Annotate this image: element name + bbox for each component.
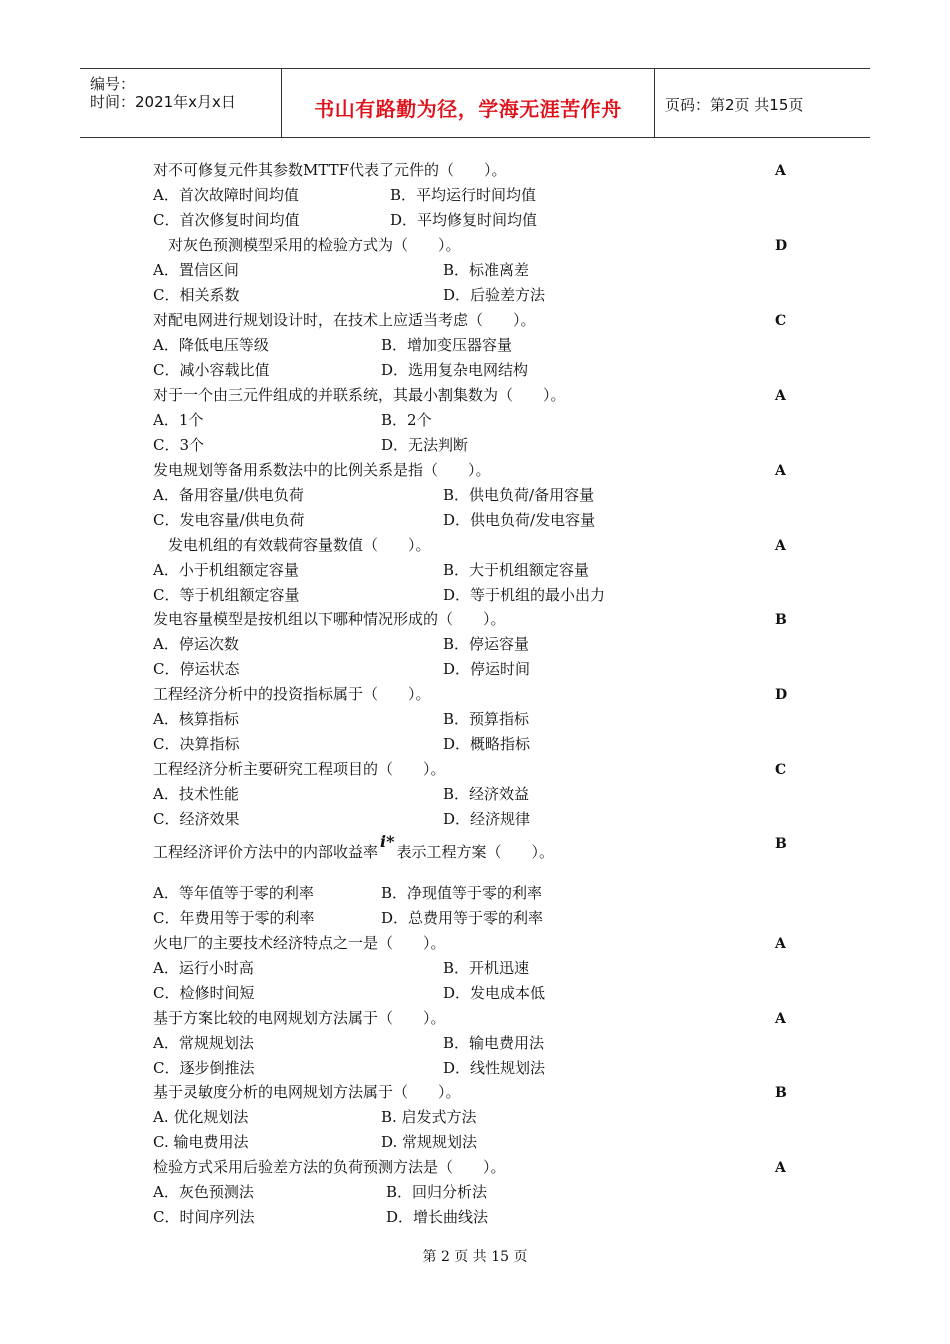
answer-option: C．3个 (153, 436, 205, 454)
question-stem (153, 832, 554, 862)
question-stem: 基于灵敏度分析的电网规划方法属于（ ）。 (153, 1083, 461, 1101)
question-stem: 工程经济分析中的投资指标属于（ ）。 (153, 685, 431, 703)
answer-option: C．首次修复时间均值 (153, 211, 300, 229)
page-footer: 第 2 页 共 15 页 (422, 1249, 528, 1265)
answer-key: C (775, 313, 787, 329)
answer-option: C．经济效果 (153, 810, 240, 828)
answer-option: D．概略指标 (443, 735, 531, 753)
answer-key: A (775, 936, 786, 952)
document-time-label: 时间：2021年x月x日 (90, 93, 236, 111)
answer-option: B. 启发式方法 (381, 1108, 477, 1126)
question-stem: 发电容量模型是按机组以下哪种情况形成的（ ）。 (153, 610, 506, 628)
question-stem: 对于一个由三元件组成的并联系统，其最小割集数为（ ）。 (153, 386, 566, 404)
answer-option: A．小于机组额定容量 (153, 561, 299, 579)
answer-option: D．线性规划法 (443, 1059, 546, 1077)
internal-rate-symbol: i* (380, 832, 395, 851)
answer-key: A (775, 388, 786, 404)
header-page-info: 页码：第2页 共15页 (665, 96, 804, 114)
answer-option: A．常规规划法 (153, 1034, 254, 1052)
answer-option: B．标准离差 (443, 261, 530, 279)
answer-key: A (775, 463, 786, 479)
answer-key: D (775, 687, 788, 703)
answer-option: A．运行小时高 (153, 959, 254, 977)
answer-option: C．相关系数 (153, 286, 240, 304)
answer-option: D．停运时间 (443, 660, 531, 678)
document-number-label: 编号： (90, 75, 136, 93)
question-stem: 工程经济分析主要研究工程项目的（ ）。 (153, 760, 446, 778)
header-meta-cell (80, 69, 282, 137)
answer-key: B (775, 836, 787, 852)
answer-option: D．发电成本低 (443, 984, 546, 1002)
answer-option: B．增加变压器容量 (381, 336, 513, 354)
answer-option: C．检修时间短 (153, 984, 255, 1002)
answer-option: B．2个 (381, 411, 432, 429)
answer-option: C．逐步倒推法 (153, 1059, 255, 1077)
answer-option: D．经济规律 (443, 810, 531, 828)
answer-option: A．技术性能 (153, 785, 239, 803)
answer-option: A．停运次数 (153, 635, 239, 653)
question-stem: 对灰色预测模型采用的检验方式为（ ）。 (168, 236, 461, 254)
answer-option: A．备用容量/供电负荷 (153, 486, 304, 504)
answer-option: A. 优化规划法 (153, 1108, 249, 1126)
answer-option: C．年费用等于零的利率 (153, 909, 315, 927)
answer-option: C．决算指标 (153, 735, 240, 753)
question-stem-text: 表示工程方案（ ）。 (396, 843, 554, 861)
question-stem: 发电规划等备用系数法中的比例关系是指（ ）。 (153, 461, 491, 479)
question-stem: 发电机组的有效载荷容量数值（ ）。 (168, 536, 431, 554)
answer-option: A．首次故障时间均值 (153, 186, 299, 204)
answer-key: A (775, 1160, 786, 1176)
answer-option: A．核算指标 (153, 710, 239, 728)
answer-option: B．平均运行时间均值 (390, 186, 537, 204)
answer-key: B (775, 1085, 787, 1101)
answer-option: D．无法判断 (381, 436, 469, 454)
answer-option: C．停运状态 (153, 660, 240, 678)
answer-option: A．1个 (153, 411, 204, 429)
answer-option: B．回归分析法 (386, 1183, 488, 1201)
answer-option: B．净现值等于零的利率 (381, 884, 543, 902)
answer-option: C．发电容量/供电负荷 (153, 511, 305, 529)
question-stem-text: 工程经济评价方法中的内部收益率 (153, 843, 379, 861)
answer-option: A．降低电压等级 (153, 336, 269, 354)
answer-option: B．经济效益 (443, 785, 530, 803)
answer-option: D．增长曲线法 (386, 1208, 489, 1226)
question-stem: 基于方案比较的电网规划方法属于（ ）。 (153, 1009, 446, 1027)
answer-option: D．平均修复时间均值 (390, 211, 538, 229)
answer-option: C. 输电费用法 (153, 1133, 249, 1151)
question-stem: 对不可修复元件其参数MTTF代表了元件的（ ）。 (153, 161, 507, 179)
header-motto: 书山有路勤为径，学海无涯苦作舟 (314, 97, 622, 121)
answer-option: B．预算指标 (443, 710, 530, 728)
answer-option: D．供电负荷/发电容量 (443, 511, 596, 529)
answer-option: D．等于机组的最小出力 (443, 586, 606, 604)
question-stem: 检验方式采用后验差方法的负荷预测方法是（ ）。 (153, 1158, 506, 1176)
answer-option: B．输电费用法 (443, 1034, 545, 1052)
answer-option: C．时间序列法 (153, 1208, 255, 1226)
answer-key: B (775, 612, 787, 628)
answer-option: D．总费用等于零的利率 (381, 909, 544, 927)
answer-option: B．开机迅速 (443, 959, 530, 977)
answer-option: B．停运容量 (443, 635, 530, 653)
answer-option: D．选用复杂电网结构 (381, 361, 529, 379)
answer-key: A (775, 1011, 786, 1027)
answer-option: A．置信区间 (153, 261, 239, 279)
answer-key: D (775, 238, 788, 254)
header-page-cell (655, 69, 870, 137)
answer-option: A．灰色预测法 (153, 1183, 254, 1201)
header-motto-cell (282, 69, 655, 137)
answer-option: A．等年值等于零的利率 (153, 884, 314, 902)
answer-option: B．大于机组额定容量 (443, 561, 590, 579)
answer-option: D. 常规规划法 (381, 1133, 478, 1151)
answer-option: D．后验差方法 (443, 286, 546, 304)
page-header (80, 68, 870, 138)
answer-option: C．等于机组额定容量 (153, 586, 300, 604)
answer-option: C．减小容载比值 (153, 361, 270, 379)
answer-key: A (775, 163, 786, 179)
question-stem: 火电厂的主要技术经济特点之一是（ ）。 (153, 934, 446, 952)
answer-key: C (775, 762, 787, 778)
answer-key: A (775, 538, 786, 554)
answer-option: B．供电负荷/备用容量 (443, 486, 595, 504)
question-stem: 对配电网进行规划设计时，在技术上应适当考虑（ ）。 (153, 311, 536, 329)
